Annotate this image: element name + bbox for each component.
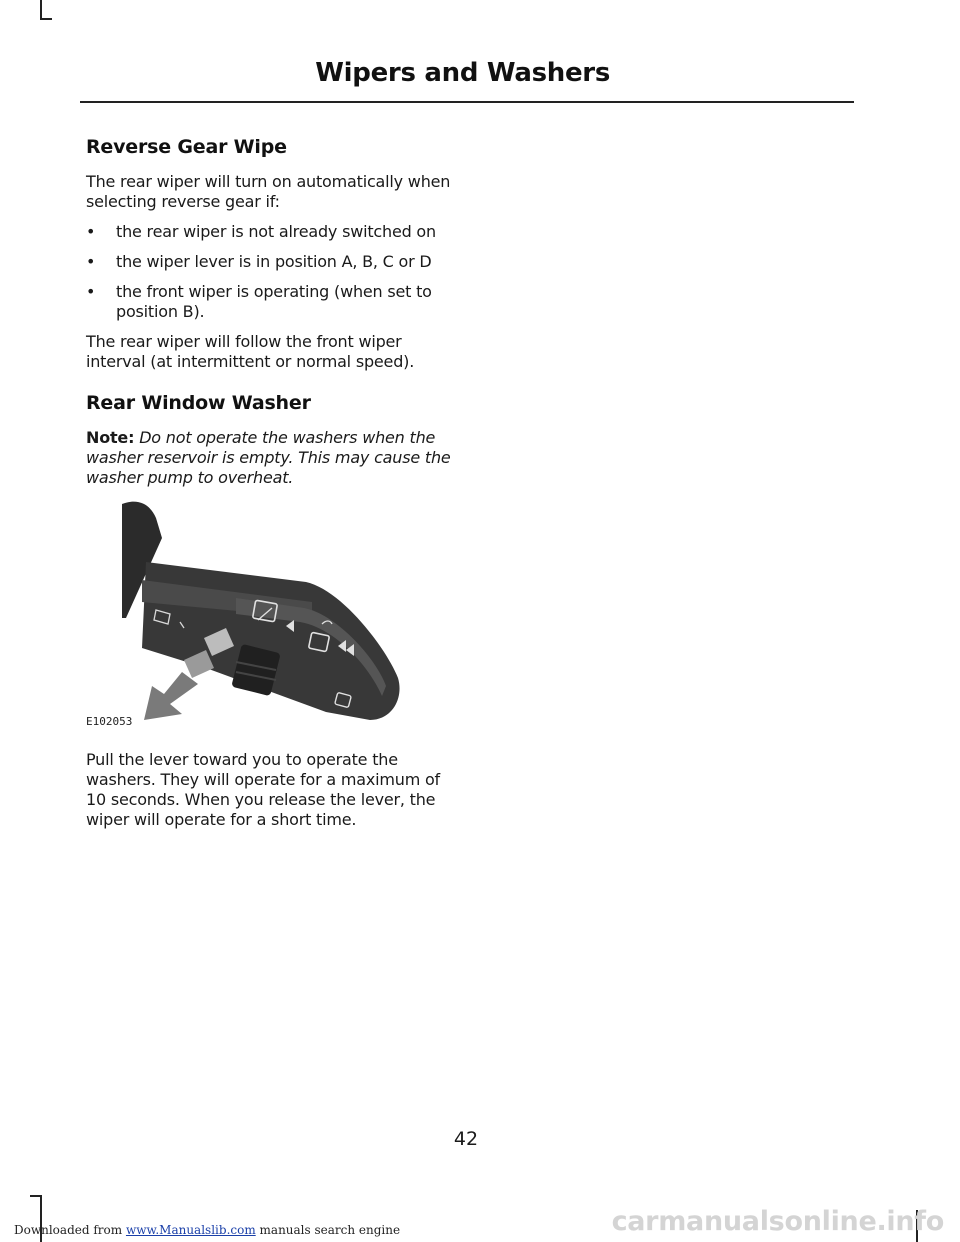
washer-operation-text: Pull the lever toward you to operate the washers. They will operate for a maximum of 10 seconds. When you release the lever, the wiper will operate for a short time. bbox=[86, 750, 440, 829]
washer-note bbox=[86, 428, 458, 488]
figure-id: E102053 bbox=[86, 715, 133, 728]
wiper-lever-illustration bbox=[86, 498, 406, 728]
reverse-gear-intro: The rear wiper will turn on automatically when selecting reverse gear if: bbox=[86, 172, 451, 211]
bullet-symbol: • bbox=[86, 252, 96, 271]
list-item bbox=[86, 282, 458, 322]
note-text: Do not operate the washers when the washer reservoir is empty. This may cause the washer pump to overheat. bbox=[86, 428, 451, 487]
manualslib-link[interactable]: www.Manualslib.com bbox=[125, 1223, 256, 1237]
wiper-lever-image bbox=[86, 498, 406, 728]
watermark: carmanualsonline.info bbox=[611, 1206, 944, 1237]
content-column bbox=[86, 136, 458, 840]
list-item-text: the front wiper is operating (when set to position B). bbox=[116, 282, 432, 321]
page-title: Wipers and Washers bbox=[315, 58, 610, 88]
page-number: 42 bbox=[453, 1128, 479, 1150]
section-heading-rear-window-washer: Rear Window Washer bbox=[86, 392, 311, 414]
title-rule bbox=[80, 101, 854, 103]
crop-mark-top-left-horizontal bbox=[40, 18, 52, 20]
crop-mark-top-left-vertical bbox=[40, 0, 42, 20]
section-heading-reverse-gear-wipe: Reverse Gear Wipe bbox=[86, 136, 287, 158]
footer-prefix: Downloaded from bbox=[14, 1223, 123, 1237]
bullet-symbol: • bbox=[86, 282, 96, 301]
reverse-gear-closing: The rear wiper will follow the front wiper interval (at intermittent or normal speed). bbox=[86, 332, 415, 371]
download-footer bbox=[14, 1223, 400, 1237]
footer-suffix: manuals search engine bbox=[259, 1223, 401, 1237]
list-item-text: the rear wiper is not already switched on bbox=[116, 222, 436, 241]
note-label: Note: bbox=[86, 428, 135, 447]
list-item-text: the wiper lever is in position A, B, C or D bbox=[116, 252, 432, 271]
reverse-gear-conditions-list bbox=[86, 222, 458, 322]
crop-mark-bottom-left-horizontal bbox=[30, 1195, 42, 1197]
list-item bbox=[86, 222, 458, 242]
list-item bbox=[86, 252, 458, 272]
bullet-symbol: • bbox=[86, 222, 96, 241]
